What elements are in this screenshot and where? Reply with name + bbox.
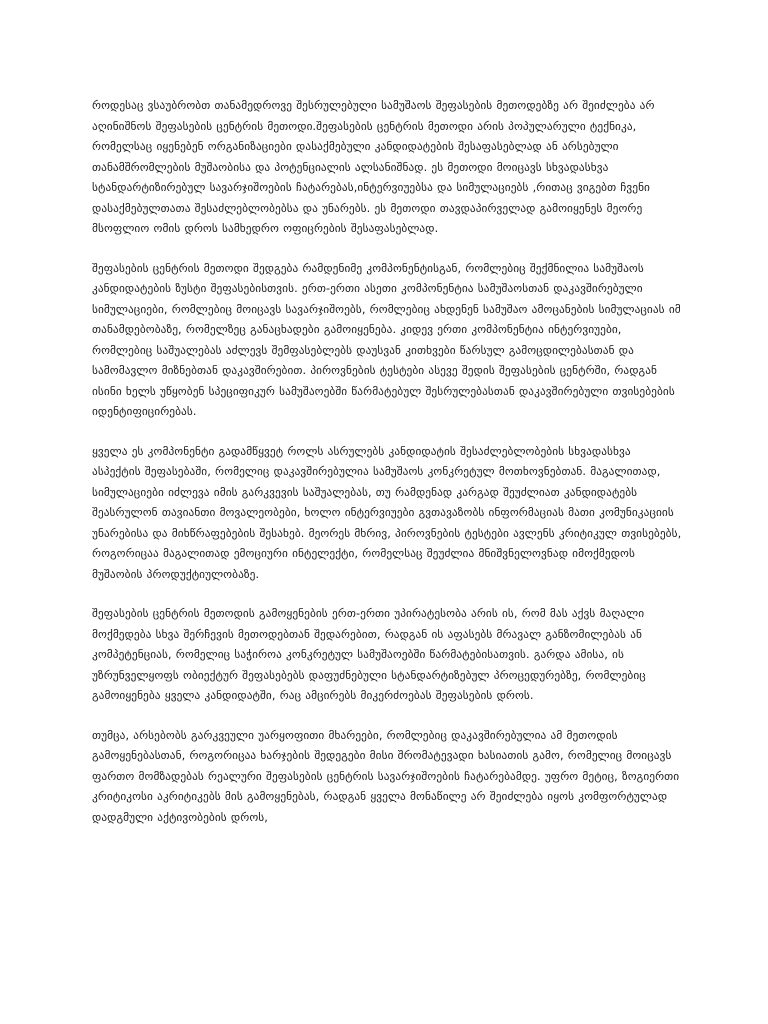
paragraph-2: შეფასების ცენტრის მეთოდი შედგება რამდენიმე კომპონენტისგან, რომლებიც შექმნილია სამუშაოს კანდიდატების ზუსტი შეფასებისთვის. ერთ-ერთი ასეთი კომპონენტია სამუშაოსთან დაკავშირებული სიმულაციები, რომლებიც მოიცავს სავარჯიშოებს, რომლებიც ახდენენ სამუშაო ამოცანების სიმულაციას იმ თანამდებობაზე, რომელზეც განაცხადები გამოიყენება. კიდევ ერთი კომპონენტია ინტერვიუები, რომლებიც საშუალებას აძლევს შემფასებლებს დაუსვან კითხვები წარსულ გამოცდილებასთან და სამომავლო მიზნებთან დაკავშირებით. პიროვნების ტესტები ასევე შედის შეფასების ცენტრში, რადგან ისინი ხელს უწყობენ სპეციფიკურ სამუშაოებში წარმატებულ შესრულებასთან დაკავშირებული თვისებების იდენტიფიცირებას. [92,261,681,418]
paragraph-5: თუმცა, არსებობს გარკვეული უარყოფითი მხარეები, რომლებიც დაკავშირებულია ამ მეთოდის გამოყენებასთან, როგორიცაა ხარჯების შედეგები მისი შრომატევადი ხასიათის გამო, რომელიც მოიცავს ფართო მომზადებას რეალური შეფასების ცენტრის სავარჯიშოების ჩატარებამდე. უფრო მეტიც, ზოგიერთი კრიტიკოსი აკრიტიკებს მის გამოყენებას, რადგან ყველა მონაწილე არ შეიძლება იყოს კომფორტულად დადგმული აქტივობების დროს, [92,728,680,824]
paragraph-4: შეფასების ცენტრის მეთოდის გამოყენების ერთ-ერთი უპირატესობა არის ის, რომ მას აქვს მაღალი მოქმედება სხვა შერჩევის მეთოდებთან შედარებით, რადგან ის აფასებს მრავალ განზომილებას ან კომპეტენციას, რომელიც საჭიროა კონკრეტულ სამუშაოებში წარმატებისათვის. გარდა ამისა, ის უზრუნველყოფს ობიექტურ შეფასებებს დაფუძნებული სტანდარტიზებულ პროცედურებზე, რომლებიც გამოიყენება ყველა კანდიდატში, რაც ამცირებს მიკერძოებას შეფასების დროს. [92,607,646,702]
paragraph-3: ყველა ეს კომპონენტი გადამწყვეტ როლს ასრულებს კანდიდატის შესაძლებლობების სხვადასხვა ასპექტის შეფასებაში, რომელიც დაკავშირებულია სამუშაოს კონკრეტულ მოთხოვნებთან. მაგალითად, სიმულაციები იძლევა იმის გარკვევის საშუალებას, თუ რამდენად კარგად შეუძლიათ კანდიდატებს შეასრულონ თავიანთი მოვალეობები, ხოლო ინტერვიუები გვთავაზობს ინფორმაციას მათი კომუნიკაციის უნარებისა და მიხწრაფებების შესახებ. მეორეს მხრივ, პიროვნების ტესტები ავლენს კრიტიკულ თვისებებს, როგორიცაა მაგალითად ემოციური ინტელექტი, რომელსაც შეუძლია მნიშვნელოვნად იმოქმედოს მუშაობის პროდუქტიულობაზე. [92,444,682,581]
paragraph-1: როდესაც ვსაუბრობთ თანამედროვე შესრულებული სამუშაოს შეფასების მეთოდებზე არ შეიძლება არ აღინიშნოს შეფასების ცენტრის მეთოდი.შეფასების ცენტრის მეთოდი არის პოპულარული ტექნიკა, რომელსაც იყენებენ ორგანიზაციები დასაქმებული კანდიდატების შესაფასებლად ან არსებული თანამშრომლების მუშაობისა და პოტენციალის ალსანიშნად. ეს მეთოდი მოიცავს სხვადასხვა სტანდარტიზირებულ სავარჯიშოების ჩატარებას,ინტერვიუებსა და სიმულაციებს ,რითაც ვიგებთ ჩვენი დასაქმებულთათა შესაძლებლობებსა და უნარებს. ეს მეთოდი თავდაპირველად გამოიყენეს მეორე მსოფლიო ომის დროს სამხედრო ოფიცრების შესაფასებლად. [92,99,655,235]
document-body [92,96,682,847]
